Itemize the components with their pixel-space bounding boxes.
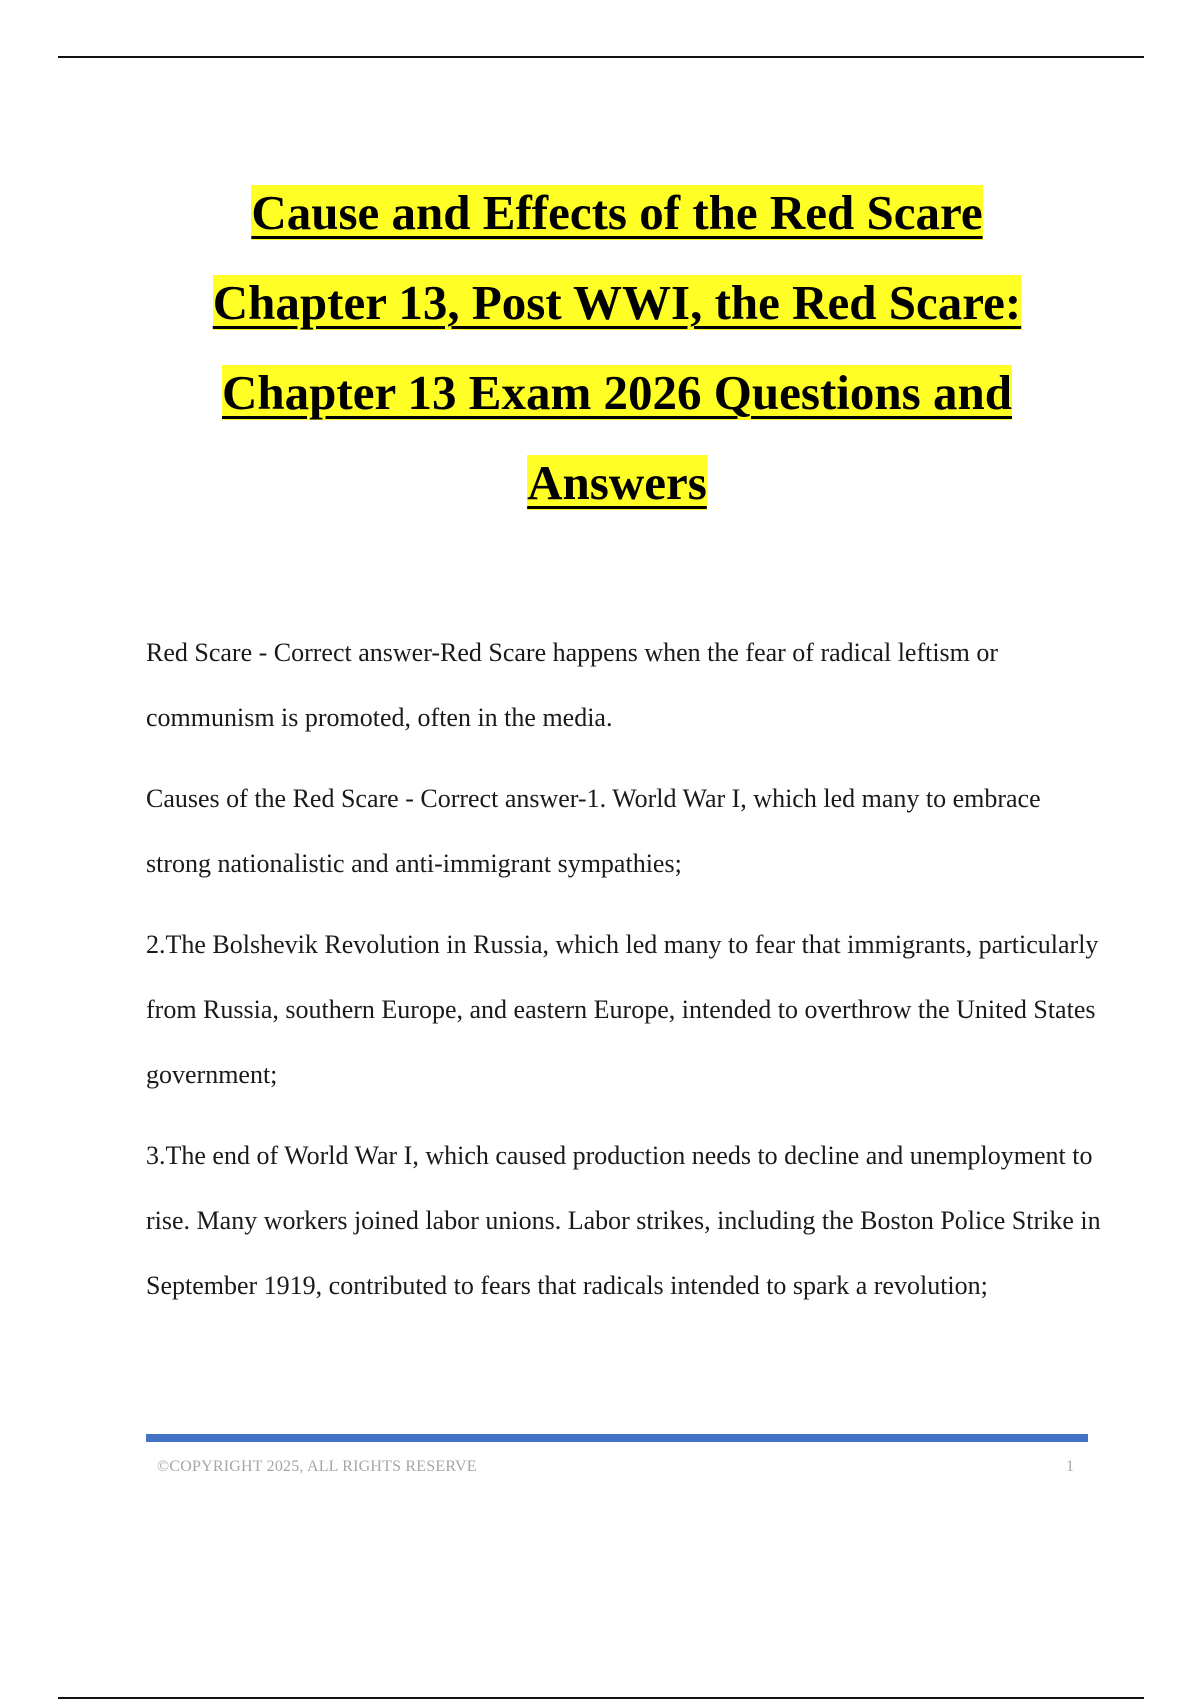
paragraph-end-of-war: 3.The end of World War I, which caused production needs to decline and unemployment to rise. Many workers joined labor unions. Labor strikes, including the Boston Police Strike in September 1919, contributed to fears that radicals intended to spark a revolution; [146,1141,1101,1300]
footer-rule [146,1434,1088,1442]
title-line-4: Answers [527,455,707,510]
document-body [146,620,1106,1334]
paragraph-causes: Causes of the Red Scare - Correct answer-1. World War I, which led many to embrace strong nationalistic and anti-immigrant sympathies; [146,784,1041,878]
footer-copyright: ©COPYRIGHT 2025, ALL RIGHTS RESERVE [157,1458,477,1475]
paragraph-red-scare: Red Scare - Correct answer-Red Scare happens when the fear of radical leftism or communism is promoted, often in the media. [146,638,999,732]
paragraph-bolshevik: 2.The Bolshevik Revolution in Russia, which led many to fear that immigrants, particularly from Russia, southern Europe, and eastern Europe, intended to overthrow the United States government; [146,930,1099,1089]
title-line-1: Cause and Effects of the Red Scare [251,185,983,240]
title-line-3: Chapter 13 Exam 2026 Questions and [221,365,1012,420]
bottom-rule [58,1697,1144,1699]
top-rule [58,56,1144,58]
title-line-2: Chapter 13, Post WWI, the Red Scare: [212,275,1022,330]
document-title [120,168,1114,528]
footer-page-number: 1 [1066,1458,1074,1475]
